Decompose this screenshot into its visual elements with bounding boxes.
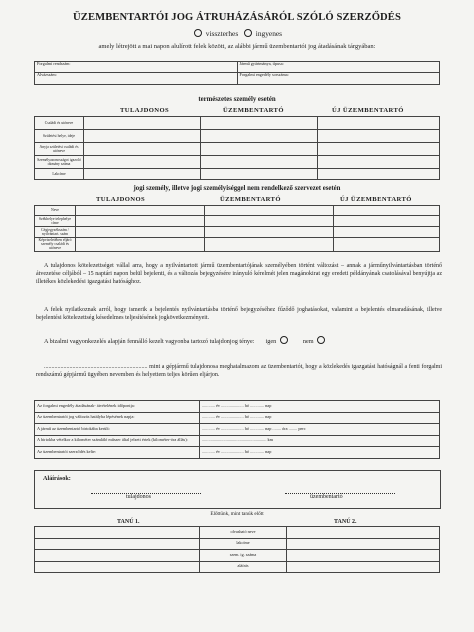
make-field[interactable]: Jármű gyártmánya, típusa: — [237, 62, 440, 73]
legal-col-keeper: ÜZEMBENTARTÓ — [220, 196, 281, 203]
new-keeper-cell[interactable] — [334, 216, 440, 227]
row-label: Anyja születési családi és utóneve — [35, 143, 84, 156]
witness-row-label: lakcíme — [200, 538, 287, 550]
trust-no-label: nem — [302, 338, 314, 345]
contract-type-options — [0, 29, 474, 38]
keeper-cell[interactable] — [201, 117, 318, 130]
possession-label: A jármű az üzembentartó birtokába került: — [35, 424, 200, 436]
visszterhes-radio[interactable] — [194, 29, 202, 37]
witness-row-label: olvasható neve — [200, 527, 287, 539]
new-keeper-cell[interactable] — [318, 130, 440, 143]
declaration-text: A felek nyilatkoznak arról, hogy ismerik a bejelentés nyilvántartásba történő bejegyzéséhez fűződő joghatásokat, valamint a bejelentés elmaradásának, illetve bejelentési kötelezettség késedelmes teljesítésének jogkövetkezményeit. — [36, 307, 442, 322]
intro-text: amely létrejött a mai napon alulírott felek között, az alábbi jármű üzembentartói jog átadásának tárgyában: — [98, 43, 376, 50]
keeper-cell[interactable] — [201, 130, 318, 143]
trust-text: A bizalmi vagyonkezelés alapján fennálló kezelt vagyonba tartozó tulajdonjog ténye: — [44, 338, 255, 345]
row-label: Neve — [35, 206, 76, 216]
keeper-cell[interactable] — [201, 156, 318, 169]
license-field[interactable]: Forgalmi engedély sorszáma: — [237, 73, 440, 85]
owner-cell[interactable] — [76, 227, 205, 238]
witness-2-cell[interactable] — [287, 561, 440, 573]
visszterhes-label: visszterhes — [205, 29, 239, 38]
contract-date-label: Az üzembentartói szerződés kelte: — [35, 447, 200, 459]
handover-date-field[interactable]: ............ év ..................... hó ............. nap — [200, 401, 440, 413]
witness-1-cell[interactable] — [35, 527, 200, 539]
new-keeper-cell[interactable] — [334, 238, 440, 252]
signature-box — [34, 470, 441, 509]
odometer-field[interactable]: ............................................................ km — [200, 435, 440, 447]
witness-1-cell[interactable] — [35, 538, 200, 550]
legal-col-new-keeper: ÚJ ÜZEMBENTARTÓ — [340, 196, 412, 203]
trust-yes-radio[interactable] — [280, 336, 288, 344]
handover-table — [34, 400, 440, 459]
owner-cell[interactable] — [76, 216, 205, 227]
witness-row-label: aláírás — [200, 561, 287, 573]
document-title: ÜZEMBENTARTÓI JOG ÁTRUHÁZÁSÁRÓL SZÓLÓ SZERZŐDÉS — [73, 12, 401, 23]
witness-1-heading: TANÚ 1. — [117, 519, 140, 525]
legal-person-heading: jogi személy, illetve jogi személyiséggel nem rendelkező szervezet esetén — [133, 185, 341, 192]
contract-date-field[interactable]: ............ év ..................... hó ............. nap — [200, 447, 440, 459]
keeper-cell[interactable] — [205, 216, 334, 227]
keeper-caption: üzembentartó — [310, 494, 343, 500]
keeper-cell[interactable] — [201, 169, 318, 180]
witness-2-cell[interactable] — [287, 550, 440, 562]
witness-2-heading: TANÚ 2. — [334, 519, 357, 525]
row-label: Születési helye, ideje — [35, 130, 84, 143]
witness-2-cell[interactable] — [287, 527, 440, 539]
row-label: Cégjegyzékszám / nyilvántart. szám — [35, 227, 76, 238]
owner-cell[interactable] — [84, 117, 201, 130]
plate-field[interactable]: Forgalmi rendszám: — [35, 62, 238, 73]
new-keeper-cell[interactable] — [334, 227, 440, 238]
natural-person-table — [34, 116, 440, 180]
row-label: Székhelye telephelye címe — [35, 216, 76, 227]
legal-col-owner: TULAJDONOS — [96, 196, 146, 203]
row-label: Személyazonosságot igazoló okmány száma — [35, 156, 84, 169]
row-label: Képviseletében eljáró személy családi és utóneve — [35, 238, 76, 252]
odometer-label: A birtokba vételkor a kilométer számláló műszer által jelzett értek (kilométer-óra állás): — [35, 435, 200, 447]
owner-cell[interactable] — [76, 206, 205, 216]
keeper-cell[interactable] — [205, 238, 334, 252]
new-keeper-cell[interactable] — [318, 143, 440, 156]
trust-statement — [44, 336, 327, 345]
owner-cell[interactable] — [76, 238, 205, 252]
authorization-text: ..................................................................... mint a gépjármű tulajdonosa meghatalmazom az üzembentartót, hogy a közlekedés igazgatási hatóságnál a fenti forgalmi rendszámú gépjármű ügyében nevemben és helyettem teljes körűen eljárjon. — [36, 364, 442, 379]
keeper-cell[interactable] — [205, 206, 334, 216]
owner-cell[interactable] — [84, 156, 201, 169]
effective-label: Az üzembentartói jog változás hatályba lépésének napja: — [35, 412, 200, 424]
row-label: Családi és utóneve — [35, 117, 84, 130]
effective-date-field[interactable]: ............ év ..................... hó ............. nap — [200, 412, 440, 424]
witness-intro: Előttünk, mint tanúk előtt — [210, 511, 264, 517]
possession-datetime-field[interactable]: ............ év ..................... hó ............. nap ........ óra ........ perc — [200, 424, 440, 436]
natural-col-new-keeper: ÚJ ÜZEMBENTARTÓ — [332, 107, 404, 114]
obligation-paragraph — [36, 262, 442, 286]
obligation-text: A tulajdonos kötelezettséget vállal arra, hogy a nyilvántartott jármű üzembentartójának személyében történt változást – annak a járműnyilvántartásban történő átvezetése céljából – 15 naptári napon belül bejelenti, és a változás bejegyzésére irányuló kérelmét jelen magánokirat egy eredeti példányának csatolásával benyújtja az illetékes közlekedési igazgatási hatósághoz. — [36, 263, 442, 286]
owner-cell[interactable] — [84, 169, 201, 180]
legal-person-table — [34, 205, 440, 252]
ingyenes-label: ingyenes — [255, 29, 283, 38]
vehicle-table — [34, 61, 440, 85]
natural-col-owner: TULAJDONOS — [120, 107, 170, 114]
owner-caption: tulajdonos — [126, 494, 151, 500]
new-keeper-cell[interactable] — [318, 117, 440, 130]
new-keeper-cell[interactable] — [318, 169, 440, 180]
witness-1-cell[interactable] — [35, 550, 200, 562]
new-keeper-cell[interactable] — [318, 156, 440, 169]
row-label: Lakcíme — [35, 169, 84, 180]
chassis-field[interactable]: Alvázszám: — [35, 73, 238, 85]
ingyenes-radio[interactable] — [244, 29, 252, 37]
authorization-paragraph — [36, 363, 442, 379]
keeper-cell[interactable] — [205, 227, 334, 238]
witness-2-cell[interactable] — [287, 538, 440, 550]
keeper-cell[interactable] — [201, 143, 318, 156]
handover-label: Az forgalmi engedély átadásának- átvételének időpontja: — [35, 401, 200, 413]
natural-person-heading: természetes személy esetén — [198, 96, 276, 103]
owner-cell[interactable] — [84, 143, 201, 156]
trust-yes-label: igen — [265, 338, 277, 345]
witness-table — [34, 526, 440, 573]
natural-col-keeper: ÜZEMBENTARTÓ — [223, 107, 284, 114]
witness-row-label: szem. ig. száma — [200, 550, 287, 562]
owner-cell[interactable] — [84, 130, 201, 143]
witness-1-cell[interactable] — [35, 561, 200, 573]
declaration-paragraph — [36, 306, 442, 322]
signatures-label: Aláírások: — [43, 475, 71, 482]
new-keeper-cell[interactable] — [334, 206, 440, 216]
trust-no-radio[interactable] — [317, 336, 325, 344]
